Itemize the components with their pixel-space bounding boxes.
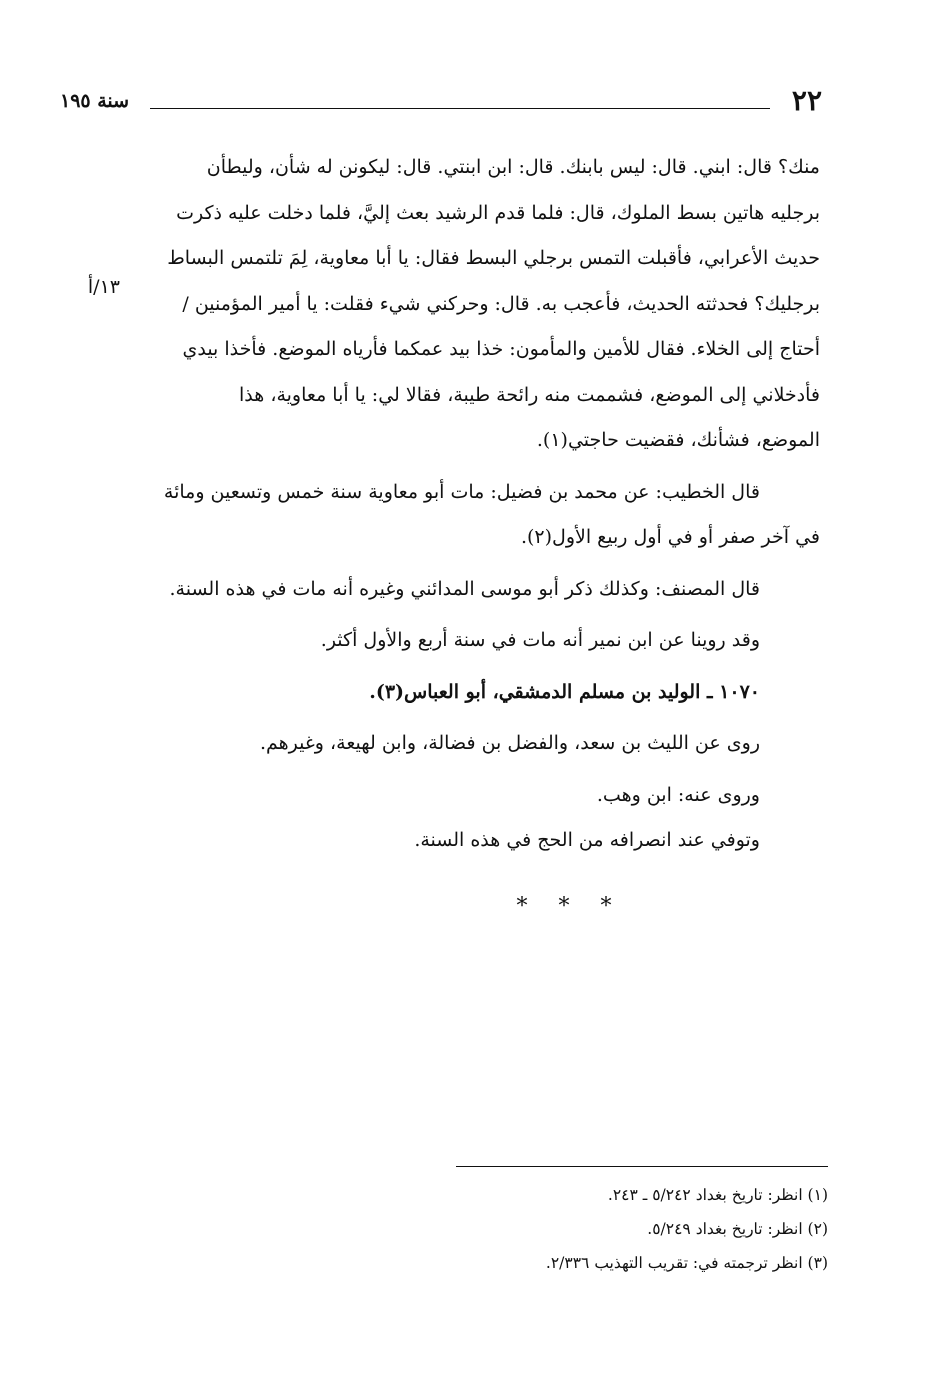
section-separator: * * *: [516, 893, 624, 919]
text-line: قال الخطيب: عن محمد بن فضيل: مات أبو معاوية سنة خمس وتسعين ومائة: [163, 480, 760, 503]
text-line: وروى عنه: ابن وهب.: [596, 783, 760, 806]
text-line: برجليه هاتين بسط الملوك، قال: فلما قدم الرشيد بعث إليَّ، فلما دخلت عليه ذكرت: [176, 201, 820, 224]
page-header: [60, 84, 822, 124]
header-rule: [150, 108, 770, 109]
text-line: في آخر صفر أو في أول ربيع الأول(٢).: [520, 526, 820, 548]
footnote: (١) انظر: تاريخ بغداد ٥/٢٤٢ ـ ٢٤٣.: [607, 1186, 828, 1204]
footnote-rule: [456, 1166, 828, 1167]
text-line: برجليك؟ فحدثته الحديث، فأعجب به. قال: وحركني شيء فقلت: يا أمير المؤمنين /: [182, 292, 820, 315]
running-title-year: سنة ١٩٥: [60, 90, 130, 112]
text-line: الموضع، فشأنك، فقضيت حاجتي(١).: [536, 429, 820, 451]
text-line: حديث الأعرابي، فأقبلت التمس برجلي البسط فقال: يا أبا معاوية، لِمَ تلتمس البساط: [167, 247, 820, 269]
text-line: فأدخلاني إلى الموضع، فشممت منه رائحة طيبة، فقالا لي: يا أبا معاوية، هذا: [239, 383, 820, 406]
text-line: وقد روينا عن ابن نمير أنه مات في سنة أربع والأول أكثر.: [320, 629, 760, 651]
footnotes: [300, 1178, 828, 1280]
footnote: (٣) انظر ترجمته في: تقريب التهذيب ٢/٣٣٦.: [545, 1254, 828, 1272]
text-line: قال المصنف: وكذلك ذكر أبو موسى المدائني وغيره أنه مات في هذه السنة.: [169, 577, 760, 600]
text-line: أحتاج إلى الخلاء. فقال للأمين والمأمون: خذا بيد عمكما فأرياه الموضع. فأخذا بيدي: [182, 338, 820, 360]
text-line: روى عن الليث بن سعد، والفضل بن فضالة، وابن لهيعة، وغيرهم.: [259, 732, 760, 754]
page-number: ٢٢: [791, 84, 822, 117]
text-line: وتوفي عند انصرافه من الحج في هذه السنة.: [414, 829, 760, 851]
margin-folio-marker: ١٣/أ: [87, 276, 120, 298]
entry-title: ١٠٧٠ ـ الوليد بن مسلم الدمشقي، أبو العباس(٣).: [369, 680, 760, 703]
text-line: منك؟ قال: ابني. قال: ليس بابنك. قال: ابن ابنتي. قال: ليكونن له شأن، وليطأن: [206, 156, 820, 178]
main-text: [80, 145, 820, 929]
footnote: (٢) انظر: تاريخ بغداد ٥/٢٤٩.: [647, 1220, 828, 1238]
